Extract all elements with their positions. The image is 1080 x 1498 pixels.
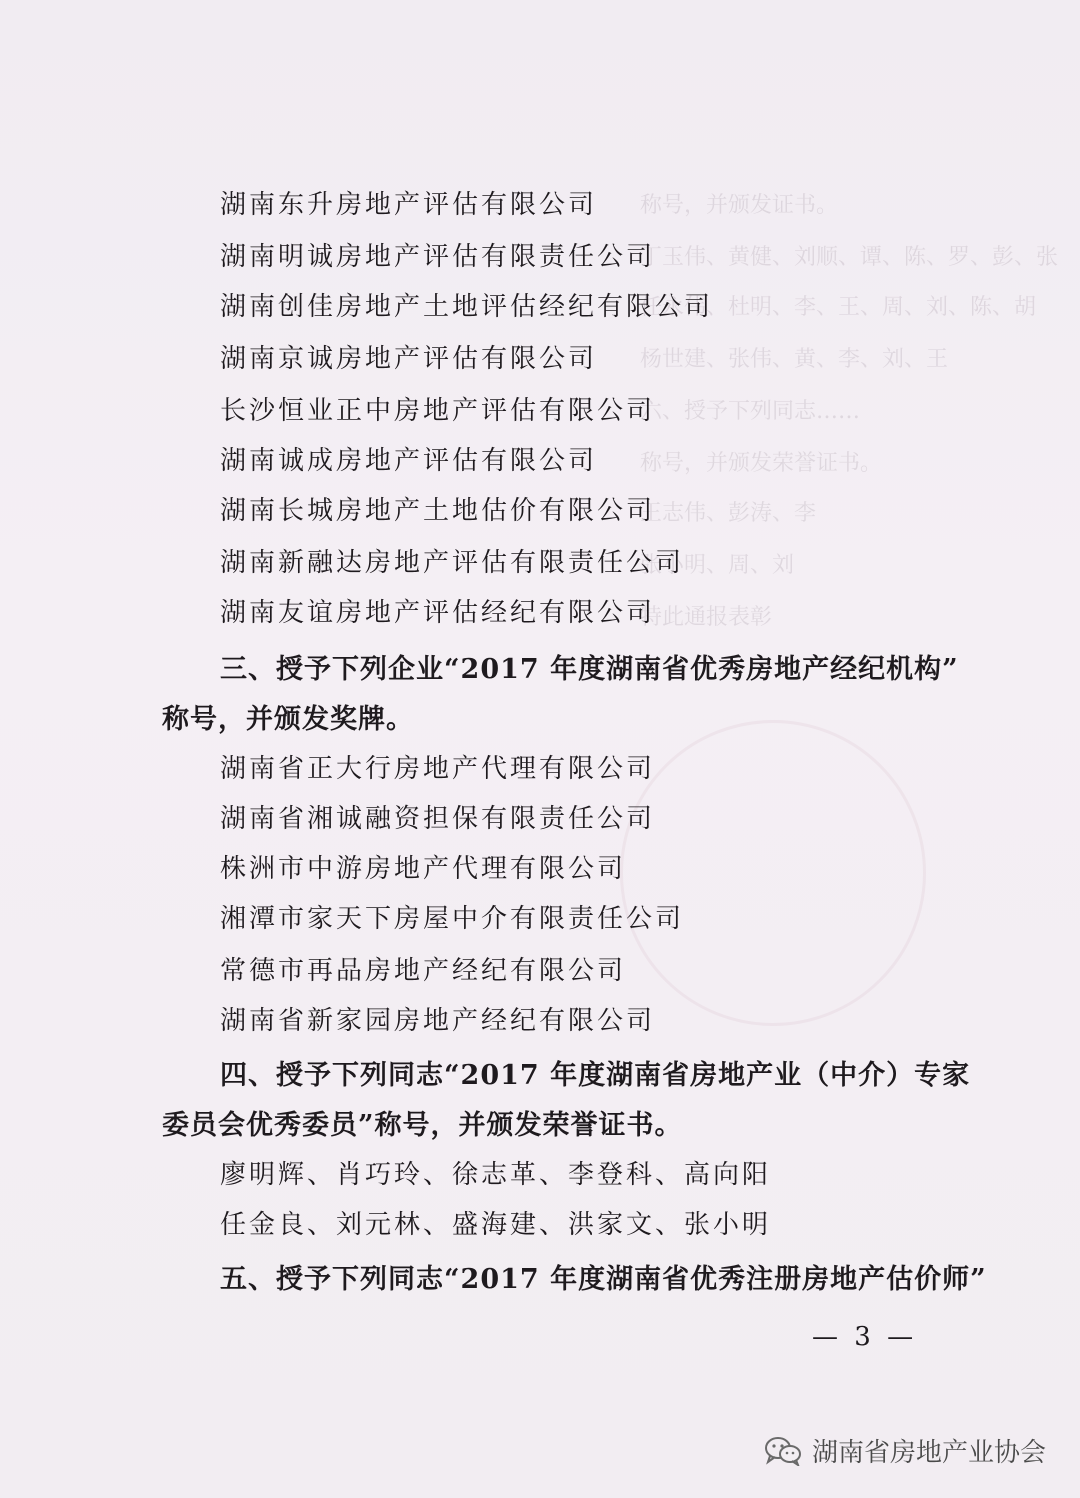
ghost-line: 称号，并颁发荣誉证书。 [640, 451, 883, 476]
company-list-item: 湘潭市家天下房屋中介有限责任公司 [220, 904, 685, 934]
page-number: — 3 — [812, 1322, 918, 1352]
company-list-item: 湖南友谊房地产评估经纪有限公司 [220, 598, 656, 628]
company-list-item: 湖南省正大行房地产代理有限公司 [220, 754, 656, 784]
ghost-line: 杨世建、张伟、黄、李、刘、王 [640, 347, 949, 372]
ghost-line: 丁玉伟、黄健、刘顺、谭、陈、罗、彭、张 [640, 245, 1059, 270]
ghost-line: 特此通报表彰 [640, 605, 773, 630]
name-list-row: 任金良、刘元林、盛海建、洪家文、张小明 [220, 1210, 772, 1240]
company-list-item: 湖南省新家园房地产经纪有限公司 [220, 1006, 656, 1036]
company-list-item: 湖南东升房地产评估有限公司 [220, 190, 598, 220]
section-heading: 四、授予下列同志“2017 年度湖南省房地产业（中介）专家 [220, 1060, 971, 1091]
section-heading-continued: 称号，并颁发奖牌。 [162, 704, 414, 735]
watermark-text: 湖南省房地产业协会 [811, 1438, 1046, 1468]
ghost-line: 张小明、周、刘 [640, 553, 795, 578]
wechat-icon [764, 1436, 802, 1466]
company-list-item: 湖南创佳房地产土地评估经纪有限公司 [220, 292, 714, 322]
name-list-row: 廖明辉、肖巧玲、徐志革、李登科、高向阳 [220, 1160, 772, 1190]
ghost-line: 称号，并颁发证书。 [640, 193, 839, 218]
company-list-item: 湖南诚成房地产评估有限公司 [220, 446, 598, 476]
faint-stamp [620, 720, 926, 1026]
ghost-line: 六、授予下列同志…… [640, 399, 861, 424]
company-list-item: 湖南新融达房地产评估有限责任公司 [220, 548, 685, 578]
company-list-item: 湖南明诚房地产评估有限责任公司 [220, 242, 656, 272]
company-list-item: 株洲市中游房地产代理有限公司 [220, 854, 627, 884]
ghost-line: 王志伟、彭涛、李 [640, 501, 817, 526]
company-list-item: 湖南长城房地产土地估价有限公司 [220, 496, 656, 526]
company-list-item: 湖南省湘诚融资担保有限责任公司 [220, 804, 656, 834]
company-list-item: 湖南京诚房地产评估有限公司 [220, 344, 598, 374]
source-watermark [764, 1432, 1046, 1469]
company-list-item: 常德市再品房地产经纪有限公司 [220, 956, 627, 986]
section-heading: 五、授予下列同志“2017 年度湖南省优秀注册房地产估价师” [220, 1264, 987, 1295]
ghost-line: 任永伟、杜明、李、王、周、刘、陈、胡 [640, 295, 1037, 320]
company-list-item: 长沙恒业正中房地产评估有限公司 [220, 396, 656, 426]
section-heading-continued: 委员会优秀委员”称号，并颁发荣誉证书。 [162, 1110, 683, 1141]
section-heading: 三、授予下列企业“2017 年度湖南省优秀房地产经纪机构” [220, 654, 959, 685]
